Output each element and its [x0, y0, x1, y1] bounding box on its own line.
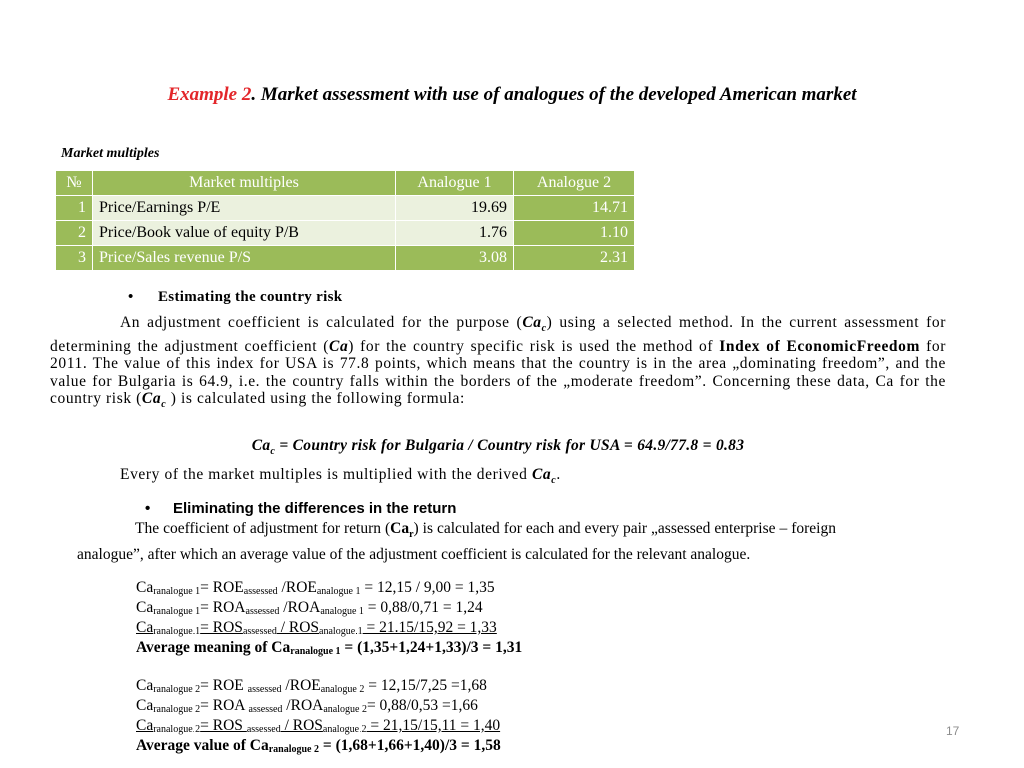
- row-analogue2: 1.10: [514, 221, 635, 246]
- bullet-dot-icon: •: [128, 289, 134, 305]
- bullet-return-text: Eliminating the differences in the return: [173, 500, 457, 517]
- row-number: 1: [56, 196, 93, 221]
- market-multiples-table: [55, 170, 635, 271]
- row-name: Price/Book value of equity P/B: [93, 221, 396, 246]
- title-rest: . Market assessment with use of analogues of the developed American market: [251, 84, 857, 105]
- table-row: [56, 196, 635, 221]
- row-number: 2: [56, 221, 93, 246]
- row-analogue2: 14.71: [514, 196, 635, 221]
- col-header-analogue1: Analogue 1: [396, 171, 514, 196]
- calc-line-roa-2: $Ca_{ranalogue 2}=$ ROA $_{assessed}$ $/ROA_{analogue 2}= 0,88/0,53 =1,66$: [136, 697, 478, 715]
- calc-line-ros-1: $Ca_{ranalogue 1}= ROS_{assessed} / ROS_{analogue 1} = 21.15/15,92 = 1,33$: [136, 619, 497, 637]
- country-risk-formula: $Ca_c$ = Country risk for Bulgaria / Country risk for USA = 64.9/77.8 = 0.83: [251, 437, 745, 458]
- row-number: 3: [56, 246, 93, 271]
- bullet-return-differences: [145, 500, 456, 517]
- page-number: 17: [946, 724, 960, 738]
- calc-line-roa-1: $Ca_{ranalogue 1}= ROA_{assessed}$ $/ROA_{analogue 1} = 0,88/0,71 = 1,24$: [136, 599, 483, 617]
- market-multiples-label: Market multiples: [61, 146, 160, 161]
- table-row: [56, 246, 635, 271]
- calc-line-roe-1: $Ca_{ranalogue 1}= ROE_{assessed}$ $/ROE_{analogue 1} = 12,15 / 9,00 = 1,35$: [136, 579, 495, 597]
- row-analogue1: 3.08: [396, 246, 514, 271]
- return-adjustment-paragraph: The coefficient of adjustment for return $(Ca_r)$ is calculated for each and every pair „assessed enterprise – foreign analogue”, after which an average value of the adjustment coefficient is calculated for the relevant analogue.: [77, 520, 836, 564]
- bullet-dot-icon: •: [145, 500, 151, 517]
- title-prefix: Example 2: [167, 84, 252, 105]
- bullet-country-risk-text: Estimating the country risk: [158, 289, 343, 305]
- col-header-multiples: Market multiples: [93, 171, 396, 196]
- calc-average-1: Average meaning of $Ca_{ranalogue 1} = (1,35+1,24+1,33)/3 = 1,31$: [136, 639, 523, 657]
- country-risk-paragraph: An adjustment coefficient is calculated for the purpose $(Ca_c)$ using a selected method. In the current assessment for determining the adjustment coefficient (Ca) for the country specific risk is used the method of Index of EconomicFreedom for 2011. The value of this index for USA is 77.8 points, which means that the country is in the area „dominating freedom”, and the value for Bulgaria is 64.9, i.e. the country falls within the borders of the „moderate freedom”. Concerning these data, Ca for the country risk ($Ca_c$ ) is calculated using the following formula:: [50, 314, 946, 411]
- slide-title: [0, 84, 1024, 106]
- row-analogue2: 2.31: [514, 246, 635, 271]
- calc-line-roe-2: $Ca_{ranalogue 2}=$ ROE $_{assessed}$ $/ROE_{analogue 2} = 12,15/7,25 =1,68$: [136, 677, 487, 695]
- calc-line-ros-2: $Ca_{ranalogue 2}=$ ROS $_{assessed} / ROS_{analogue 2} = 21,15/15,11 = 1,40$: [136, 717, 501, 735]
- row-analogue1: 19.69: [396, 196, 514, 221]
- table-row: [56, 221, 635, 246]
- every-multiple-text: Every of the market multiples is multiplied with the derived $Ca_c$.: [120, 466, 561, 487]
- calc-average-2: Average value of $Ca_{ranalogue 2} = (1,68+1,66+1,40)/3 = 1,58$: [136, 737, 501, 755]
- bullet-country-risk: [128, 289, 342, 306]
- row-name: Price/Sales revenue P/S: [93, 246, 396, 271]
- row-analogue1: 1.76: [396, 221, 514, 246]
- col-header-number: №: [56, 171, 93, 196]
- col-header-analogue2: Analogue 2: [514, 171, 635, 196]
- row-name: Price/Earnings P/E: [93, 196, 396, 221]
- table-header-row: [56, 171, 635, 196]
